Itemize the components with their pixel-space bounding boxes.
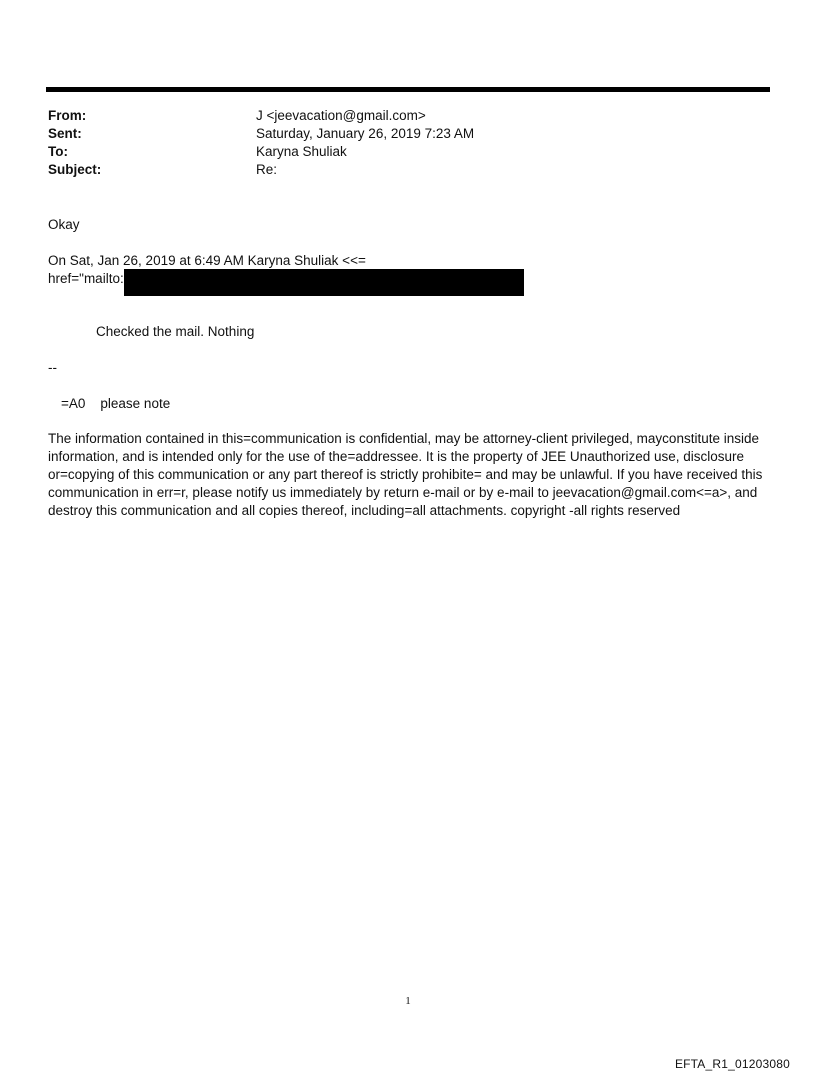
subject-row xyxy=(48,161,748,179)
to-label: To: xyxy=(48,144,68,159)
quote-intro-line1: On Sat, Jan 26, 2019 at 6:49 AM Karyna Shuliak <<= xyxy=(48,253,366,268)
subject-value: Re: xyxy=(256,162,278,177)
page-number: 1 xyxy=(405,995,411,1007)
quote-intro-line2 xyxy=(48,270,768,296)
to-value: Karyna Shuliak xyxy=(256,144,347,159)
note-line: =A0 please note xyxy=(61,396,171,411)
from-row xyxy=(48,107,748,125)
to-row xyxy=(48,143,748,161)
bates-number: EFTA_R1_01203080 xyxy=(674,1057,790,1071)
sent-value: Saturday, January 26, 2019 7:23 AM xyxy=(256,126,475,141)
confidentiality-disclaimer: The information contained in this=communication is confidential, may be attorney-client privileged, mayconstitute inside information, and is intended only for the use of the=addressee. It is the property of JEE Unauthorized use, disclosure or=copying of this communication or any part thereof is strictly prohibite= and may be unlawful. If you have received this communication in err=r, please notify us immediately by return e-mail or by e-mail to jeevacation@gmail.com<=a>, and destroy this communication and all copies thereof, including=all attachments. copyright -all rights reserved xyxy=(48,431,763,518)
subject-label: Subject: xyxy=(48,162,102,177)
sent-row xyxy=(48,125,748,143)
quoted-message: Checked the mail. Nothing xyxy=(96,324,255,339)
sent-label: Sent: xyxy=(48,126,82,141)
from-value: J <jeevacation@gmail.com> xyxy=(256,108,426,123)
reply-text: Okay xyxy=(48,217,80,232)
signature-separator: -- xyxy=(48,360,57,375)
redaction-block xyxy=(124,269,524,296)
quote-intro xyxy=(48,252,768,296)
from-label: From: xyxy=(48,108,87,123)
mailto-text: href="mailto: xyxy=(48,271,124,286)
email-header xyxy=(48,107,748,179)
header-rule xyxy=(46,87,770,92)
